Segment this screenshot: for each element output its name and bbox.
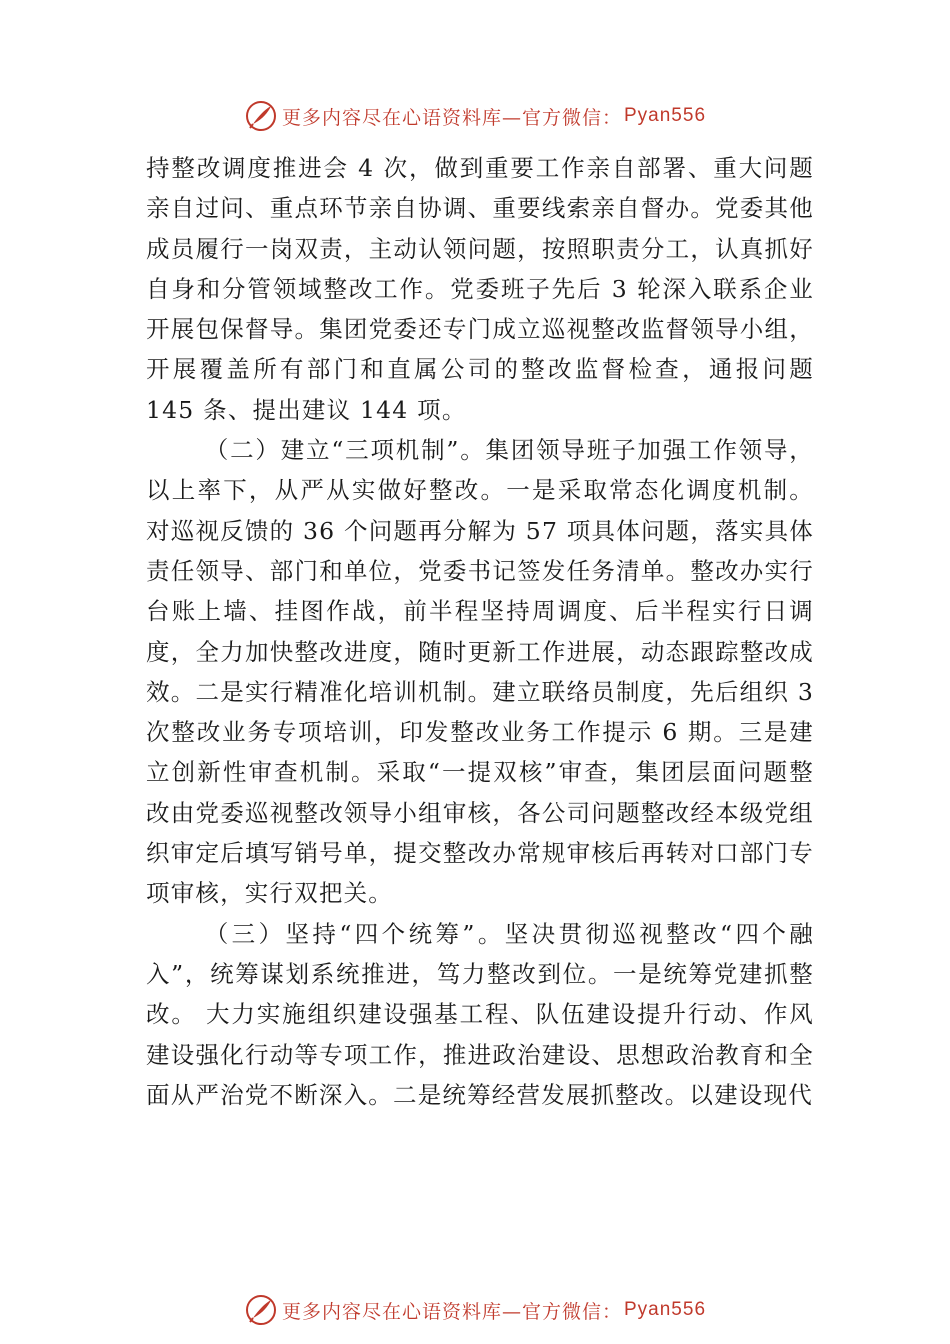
watermark-title: 更多内容尽在心语资料库—官方微信：: [281, 106, 622, 129]
watermark-account: Pyan556: [624, 1299, 707, 1320]
paragraph-2: （二）建立“三项机制”。集团领导班子加强工作领导，以上率下，从严从实做好整改。一是采取常态化调度机制。 对巡视反馈的 36 个问题再分解为 57 项具体问题，落实具体责任领导、部门和单位，党委书记签发任务清单。整改办实行台账上墙、挂图作战，前半程坚持周调度、后半程实行日调度，全力加快整改进度，随时更新工作进展，动态跟踪整改成效。二是实行精准化培训机制。建立联络员制度，先后组织 3 次整改业务专项培训，印发整改业务工作提示 6 期。三是建立创新性审查机制。采取“一提双核”审查，集团层面问题整改由党委巡视整改领导小组审核，各公司问题整改经本级党组织审定后填写销号单，提交整改办常规审核后再转对口部门专项审核，实行双把关。: [146, 436, 814, 908]
paragraph-3: （三）坚持“四个统筹”。坚决贯彻巡视整改“四个融入”，统筹谋划系统推进，笃力整改到位。一是统筹党建抓整改。 大力实施组织建设强基工程、队伍建设提升行动、作风建设强化行动等专项工作，推进政治建设、思想政治教育和全面从严治党不断深入。二是统筹经营发展抓整改。以建设现代: [146, 919, 814, 1109]
footer-watermark: [0, 1290, 950, 1330]
watermark-title: 更多内容尽在心语资料库—官方微信：: [281, 1300, 622, 1323]
watermark-account: Pyan556: [624, 105, 707, 126]
document-body: [146, 148, 814, 1115]
quill-logo-icon: [244, 1293, 278, 1327]
quill-logo-icon: [244, 99, 278, 133]
header-watermark: [0, 96, 950, 136]
paragraph-1: 持整改调度推进会 4 次，做到重要工作亲自部署、重大问题亲自过问、重点环节亲自协调、重要线索亲自督办。党委其他成员履行一岗双责，主动认领问题，按照职责分工，认真抓好自身和分管领域整改工作。党委班子先后 3 轮深入联系企业开展包保督导。集团党委还专门成立巡视整改监督领导小组，开展覆盖所有部门和直属公司的整改监督检查，通报问题 145 条、提出建议 144 项。: [146, 154, 814, 424]
